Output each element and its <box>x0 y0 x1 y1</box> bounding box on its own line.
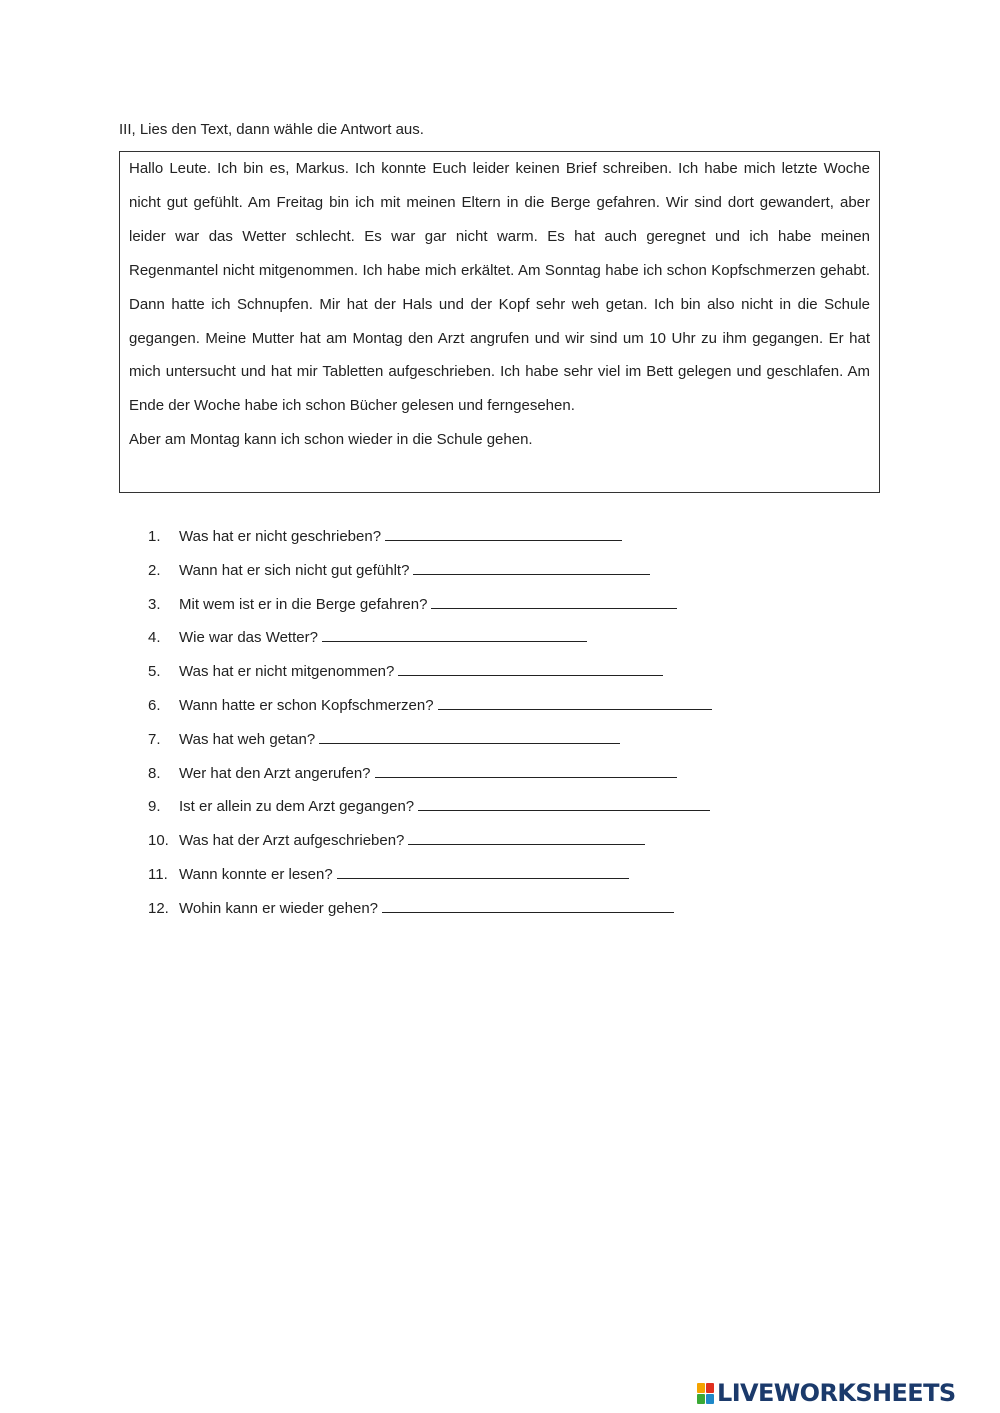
question-text: Wann hat er sich nicht gut gefühlt? <box>179 561 410 579</box>
question-item <box>148 858 712 892</box>
question-number: 11. <box>148 865 168 883</box>
question-text: Was hat er nicht geschrieben? <box>179 528 382 545</box>
answer-line[interactable] <box>375 765 677 778</box>
question-number: 3. <box>148 595 161 613</box>
answer-line[interactable] <box>418 798 710 811</box>
question-item <box>148 588 712 622</box>
question-item <box>148 824 712 858</box>
question-number: 4. <box>148 629 161 647</box>
question-text: Wann konnte er lesen? <box>179 865 333 883</box>
answer-line[interactable] <box>431 596 677 609</box>
answer-line[interactable] <box>408 832 645 845</box>
question-item <box>148 520 712 554</box>
question-text: Mit wem ist er in die Berge gefahren? <box>179 595 428 613</box>
answer-line[interactable] <box>413 562 650 575</box>
liveworksheets-logo <box>697 1378 956 1408</box>
question-number: 6. <box>148 696 161 714</box>
question-text: Wohin kann er wieder gehen? <box>179 899 379 917</box>
question-number: 10. <box>148 832 169 850</box>
answer-line[interactable] <box>337 866 629 879</box>
logo-square-icon <box>697 1394 705 1404</box>
question-item <box>148 790 712 824</box>
question-text: Was hat der Arzt aufgeschrieben? <box>179 832 405 850</box>
question-number: 9. <box>148 798 161 816</box>
answer-line[interactable] <box>382 900 674 913</box>
question-item <box>148 554 712 588</box>
question-text: Ist er allein zu dem Arzt gegangen? <box>179 798 415 816</box>
answer-line[interactable] <box>322 629 587 642</box>
question-item <box>148 689 712 723</box>
question-text: Was hat er nicht mitgenommen? <box>179 663 395 681</box>
question-item <box>148 892 712 926</box>
answer-line[interactable] <box>385 528 622 541</box>
reading-text-box <box>119 151 880 493</box>
question-item <box>148 723 712 757</box>
question-number: 12. <box>148 899 169 917</box>
question-item <box>148 757 712 791</box>
answer-line[interactable] <box>398 663 663 676</box>
question-number: 2. <box>148 561 161 579</box>
logo-mark-icon <box>697 1383 714 1404</box>
logo-square-icon <box>697 1383 705 1393</box>
question-text: Wer hat den Arzt angerufen? <box>179 764 371 782</box>
question-item <box>148 655 712 689</box>
reading-paragraph: Hallo Leute. Ich bin es, Markus. Ich konnte Euch leider keinen Brief schreiben. Ich habe mich letzte Woche nicht gut gefühlt. Am Freitag bin ich mit meinen Eltern in die Berge gefahren. Wir sind dort gewandert, aber leider war das Wetter schlecht. Es war gar nicht warm. Es hat auch geregnet und ich habe meinen Regenmantel nicht mitgenommen. Ich habe mich erkältet. Am Sonntag habe ich schon Kopfschmerzen gehabt. Dann hatte ich Schnupfen. Mir hat der Hals und der Kopf sehr weh getan. Ich bin also nicht in die Schule gegangen. Meine Mutter hat am Montag den Arzt angrufen und wir sind um 10 Uhr zu ihm gegangen. Er hat mich untersucht und hat mir Tabletten aufgeschrieben. Ich habe sehr viel im Bett gelegen und geschlafen. Am Ende der Woche habe ich schon Bücher gelesen und ferngesehen. <box>129 160 870 415</box>
logo-square-icon <box>706 1394 714 1404</box>
answer-line[interactable] <box>438 697 712 710</box>
question-number: 1. <box>148 528 161 545</box>
instruction-heading: III, Lies den Text, dann wähle die Antwort aus. <box>119 121 424 138</box>
answer-line[interactable] <box>319 731 620 744</box>
question-text: Wann hatte er schon Kopfschmerzen? <box>179 696 434 714</box>
question-number: 7. <box>148 730 161 748</box>
logo-square-icon <box>706 1383 714 1393</box>
question-text: Was hat weh getan? <box>179 730 316 748</box>
logo-text: LIVEWORKSHEETS <box>717 1379 956 1407</box>
question-item <box>148 621 712 655</box>
question-text: Wie war das Wetter? <box>179 629 318 647</box>
question-number: 8. <box>148 764 161 782</box>
question-number: 5. <box>148 663 161 681</box>
question-list <box>148 520 712 926</box>
reading-last-line: Aber am Montag kann ich schon wieder in die Schule gehen. <box>129 431 533 449</box>
